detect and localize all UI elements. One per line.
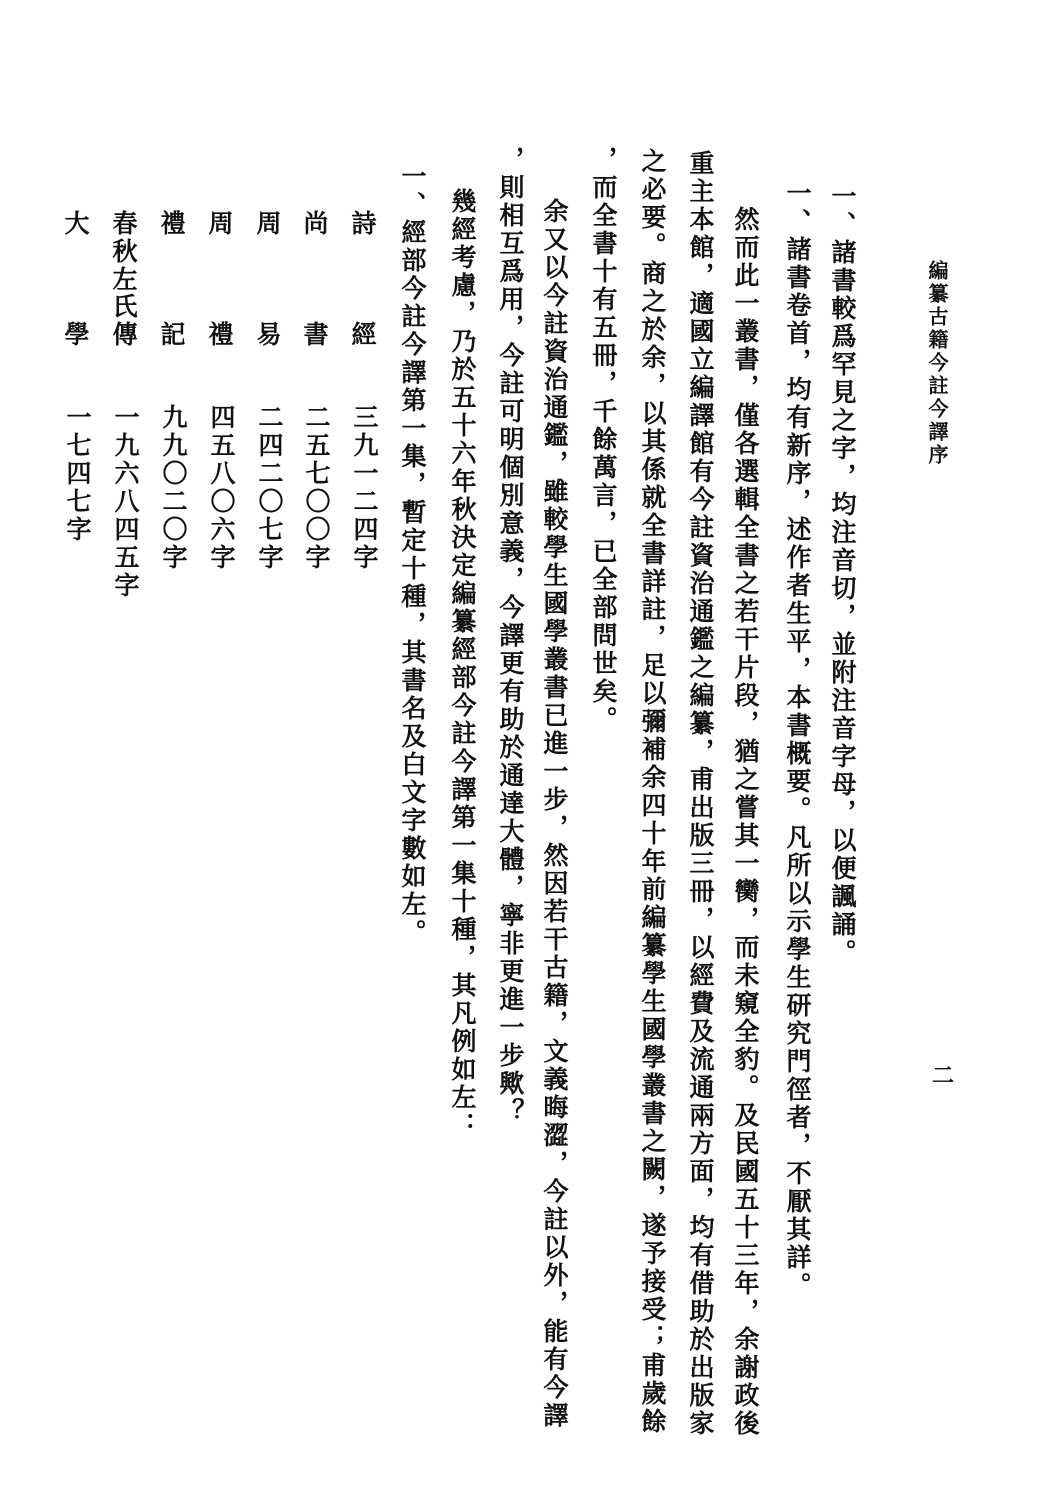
text-column-9: 幾經考慮，乃於五十六年秋決定編纂經部今註今譯第一集十種，其凡例如左： — [448, 188, 477, 1140]
book-word-count: 四五八〇六字 — [207, 404, 236, 572]
book-title — [62, 210, 92, 348]
title-char: 秋 — [112, 236, 138, 266]
text-column-8: ，則相互爲用，今註可明個別意義，今譯更有助於通達大體，寧非更進一步歟？ — [496, 146, 525, 1126]
book-title — [254, 210, 284, 348]
book-word-count: 一七四七字 — [63, 404, 92, 544]
title-char: 詩 — [351, 209, 377, 238]
text-column-1: 一、諸書較爲罕見之字，均注音切，並附注音字母，以便諷誦。 — [828, 183, 857, 967]
book-word-count: 二四二〇七字 — [255, 404, 284, 572]
book-title — [301, 210, 331, 348]
book-title — [349, 210, 379, 348]
title-char: 經 — [351, 320, 377, 349]
title-char: 周 — [256, 209, 282, 238]
book-word-count: 一九六八四五字 — [111, 404, 140, 600]
book-title — [110, 210, 140, 348]
title-char: 書 — [303, 320, 329, 349]
book-word-count: 九九〇二〇字 — [159, 404, 188, 572]
title-char: 學 — [64, 320, 90, 349]
running-head-title: 編纂古籍今註今譯序 — [925, 260, 949, 467]
text-column-5: 之必要。商之於余，以其係就全書詳註，足以彌補余四十年前編纂學生國學叢書之闕，遂予接受；甫歲餘 — [638, 148, 667, 1436]
title-char: 禮 — [208, 320, 234, 349]
text-column-7: 余又以今註資治通鑑，雖較學生國學叢書已進一步，然因若干古籍，文義晦澀，今註以外，能有今譯 — [540, 198, 569, 1430]
title-char: 左 — [112, 264, 138, 294]
page-number: 二 — [931, 1063, 954, 1089]
title-char: 傳 — [112, 320, 138, 349]
text-column-10: 一、經部今註今譯第一集，暫定十種，其書名及白文字數如左。 — [398, 163, 427, 947]
text-column-6: ，而全書十有五冊，千餘萬言，已全部問世矣。 — [589, 146, 618, 734]
book-word-count: 二五七〇〇字 — [302, 404, 331, 572]
book-word-count: 三九一二四字 — [350, 404, 379, 572]
title-char: 周 — [208, 209, 234, 238]
text-column-4: 重主本館，適國立編譯館有今註資治通鑑之編纂，甫出版三冊，以經費及流通兩方面，均有借助於出版家 — [686, 150, 715, 1438]
text-column-2: 一、諸書卷首，均有新序，述作者生平，本書概要。凡所以示學生研究門徑者，不厭其詳。 — [783, 180, 812, 1300]
title-char: 記 — [160, 320, 186, 349]
text-column-3: 然而此一叢書，僅各選輯全書之若干片段，猶之嘗其一臠，而未窺全豹。及民國五十三年，余謝政後 — [731, 206, 760, 1438]
title-char: 易 — [256, 320, 282, 349]
title-char: 大 — [64, 209, 90, 238]
book-title — [158, 210, 188, 348]
title-char: 氏 — [112, 292, 138, 322]
title-char: 春 — [112, 209, 138, 238]
book-title — [206, 210, 236, 348]
title-char: 尚 — [303, 209, 329, 238]
title-char: 禮 — [160, 209, 186, 238]
